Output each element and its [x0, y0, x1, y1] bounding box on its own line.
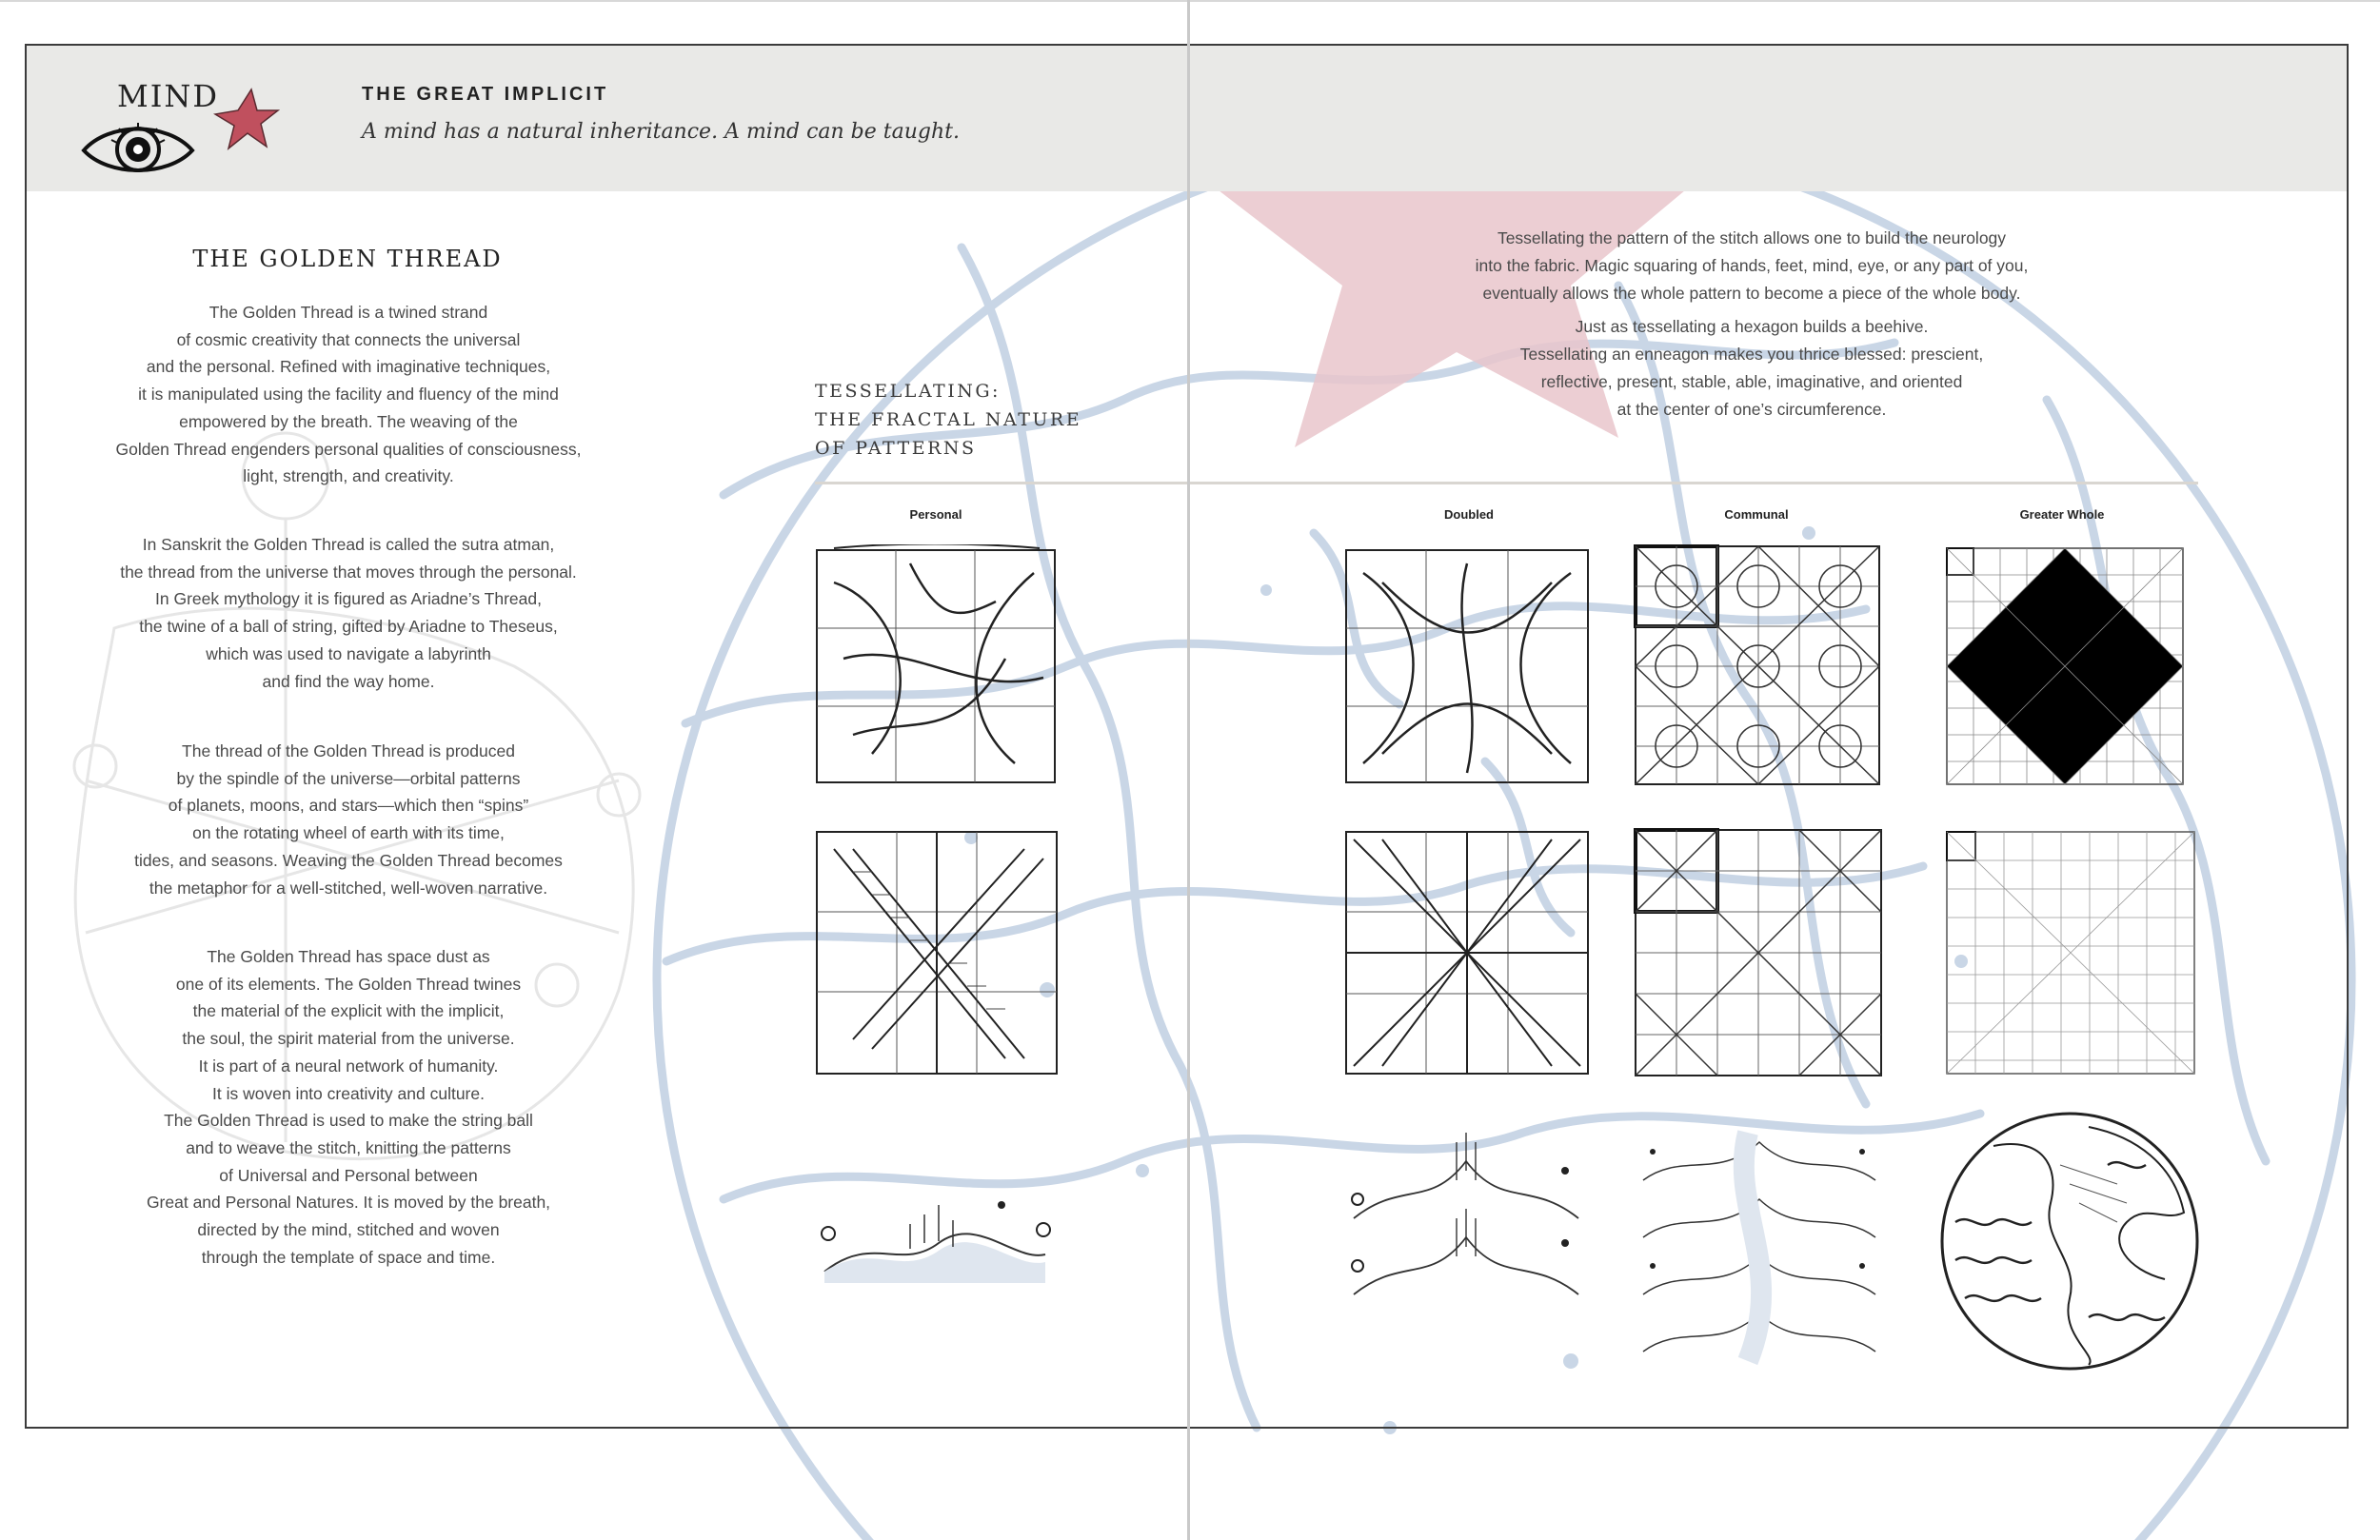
- page-gutter: [1187, 0, 1190, 1540]
- column-label-greater-whole: Greater Whole: [2019, 507, 2105, 522]
- golden-thread-title: THE GOLDEN THREAD: [192, 246, 503, 272]
- tessellating-paragraph-2: Just as tessellating a hexagon builds a beehive. Tessellating an enneagon makes you thrice blessed: prescient, reflective, present, stable, able, imaginative, and oriented at the center of one’s circumference.: [1519, 317, 1984, 419]
- golden-thread-paragraph-3: The thread of the Golden Thread is produced by the spindle of the universe—orbital patterns of planets, moons, and stars—which then “spins” on the rotating wheel of earth with its time, tides, and seasons. Weaving the Golden Thread becomes the metaphor for a well-stitched, well-woven narrative.: [134, 741, 563, 898]
- tessellating-paragraph-1: Tessellating the pattern of the stitch allows one to build the neurology into the fabric. Magic squaring of hands, feet, mind, eye, or any part of you, eventually allows the whole pattern to become a piece of the whole body.: [1475, 228, 2029, 303]
- tessellating-title: TESSELLATING: THE FRACTAL NATURE OF PATTERNS: [815, 381, 1082, 459]
- golden-thread-paragraph-1: The Golden Thread is a twined strand of cosmic creativity that connects the universal and the personal. Refined with imaginative techniques, it is manipulated using the facility and fluency of the mind empowered by the breath. The weaving of the Golden Thread engenders personal qualities of consciousness, light, strength, and creativity.: [115, 303, 582, 486]
- top-rule: [0, 0, 2380, 2]
- section-label: THE GREAT IMPLICIT: [362, 84, 609, 105]
- golden-thread-paragraph-2: In Sanskrit the Golden Thread is called the sutra atman, the thread from the universe that moves through the personal. In Greek mythology it is figured as Ariadne’s Thread, the twine of a ball of string, gifted by Ariadne to Theseus, which was used to navigate a labyrinth and find the way home.: [120, 535, 577, 691]
- column-label-personal: Personal: [909, 507, 962, 522]
- column-label-communal: Communal: [1724, 507, 1789, 522]
- column-label-doubled: Doubled: [1444, 507, 1494, 522]
- section-word: MIND: [117, 78, 220, 114]
- section-subtitle: A mind has a natural inheritance. A mind can be taught.: [362, 120, 960, 144]
- golden-thread-paragraph-4: The Golden Thread has space dust as one of its elements. The Golden Thread twines the material of the explicit with the implicit, the soul, the spirit material from the universe. It is part of a neural network of humanity. It is woven into creativity and culture. The Golden Thread is used to make the string ball and to weave the stitch, knitting the patterns of Universal and Personal between Great and Personal Natures. It is moved by the breath, directed by the mind, stitched and woven through the template of space and time.: [146, 947, 551, 1267]
